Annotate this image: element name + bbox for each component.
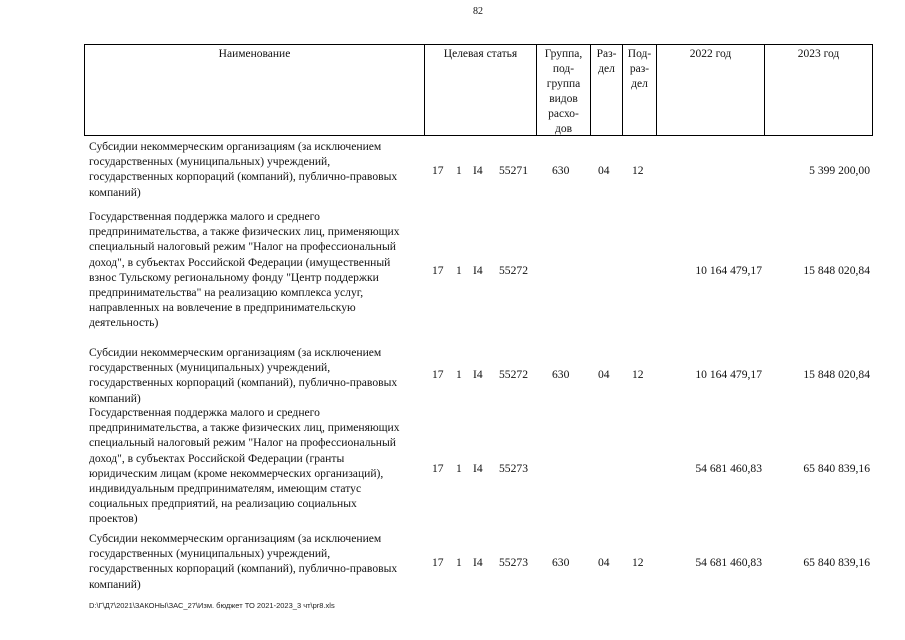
- row-code-4: 55272: [499, 264, 528, 277]
- row-2023: 15 848 020,84: [803, 264, 870, 277]
- row-2022: 54 681 460,83: [695, 462, 762, 475]
- row-section: 04: [598, 368, 610, 381]
- row-subsection: 12: [632, 556, 644, 569]
- row-code-4: 55271: [499, 164, 528, 177]
- header-target: Целевая статья: [425, 45, 537, 135]
- row-code-2: 1: [456, 264, 462, 277]
- header-2022: 2022 год: [657, 45, 765, 135]
- row-code-4: 55272: [499, 368, 528, 381]
- row-code-3: I4: [473, 462, 483, 475]
- row-code-3: I4: [473, 164, 483, 177]
- row-2022: 10 164 479,17: [695, 264, 762, 277]
- row-code-2: 1: [456, 368, 462, 381]
- row-subsection: 12: [632, 368, 644, 381]
- header-name: Наименование: [85, 45, 425, 135]
- row-code-1: 17: [432, 556, 444, 569]
- header-subsection: Под- раз- дел: [623, 45, 657, 135]
- header-2023: 2023 год: [765, 45, 873, 135]
- row-2023: 65 840 839,16: [803, 556, 870, 569]
- row-name: Субсидии некоммерческим организациям (за исключением государственных (муниципальных) учреждений, государственных корпораций (компаний), публично-правовых компаний): [89, 532, 398, 591]
- row-name: Государственная поддержка малого и среднего предпринимательства, а также физических лиц, применяющих специальный налоговый режим "Налог на профессиональный доход", в субъектах Российской Федерации (имущественный взнос Тульскому региональному фонду "Центр поддержки предпринимательства" на реализацию комплекса услуг, направленных на вовлечение в предпринимательскую деятельность): [89, 210, 400, 330]
- row-code-2: 1: [456, 556, 462, 569]
- row-section: 04: [598, 556, 610, 569]
- file-path-footer: D:\Г\Д7\2021\ЗАКОНЫ\ЗАС_27\Изм. бюджет ТО 2021-2023_3 чт\pr8.xls: [89, 601, 335, 610]
- row-code-3: I4: [473, 368, 483, 381]
- row-2023: 5 399 200,00: [809, 164, 870, 177]
- row-2023: 15 848 020,84: [803, 368, 870, 381]
- row-section: 04: [598, 164, 610, 177]
- row-2022: 54 681 460,83: [695, 556, 762, 569]
- row-group: 630: [552, 164, 570, 177]
- row-code-2: 1: [456, 462, 462, 475]
- row-name: Субсидии некоммерческим организациям (за исключением государственных (муниципальных) учреждений, государственных корпораций (компаний), публично-правовых компаний): [89, 140, 398, 199]
- row-group: 630: [552, 368, 570, 381]
- row-code-1: 17: [432, 462, 444, 475]
- header-section: Раз- дел: [591, 45, 623, 135]
- row-code-1: 17: [432, 164, 444, 177]
- row-subsection: 12: [632, 164, 644, 177]
- row-code-3: I4: [473, 264, 483, 277]
- row-name: Субсидии некоммерческим организациям (за исключением государственных (муниципальных) учреждений, государственных корпораций (компаний), публично-правовых компаний): [89, 346, 398, 405]
- row-2023: 65 840 839,16: [803, 462, 870, 475]
- row-code-3: I4: [473, 556, 483, 569]
- row-code-1: 17: [432, 264, 444, 277]
- page-number: 82: [473, 6, 483, 17]
- table-header: [84, 44, 873, 136]
- row-group: 630: [552, 556, 570, 569]
- row-name: Государственная поддержка малого и среднего предпринимательства, а также физических лиц, применяющих специальный налоговый режим "Налог на профессиональный доход", в субъектах Российской Федерации (гранты юридическим лицам (кроме некоммерческих организаций), индивидуальным предпринимателям, имеющим статус социальных предприятий, на реализацию социальных проектов): [89, 406, 400, 526]
- row-code-1: 17: [432, 368, 444, 381]
- row-2022: 10 164 479,17: [695, 368, 762, 381]
- header-group: Группа, под- группа видов расхо- дов: [537, 45, 591, 135]
- row-code-4: 55273: [499, 462, 528, 475]
- row-code-2: 1: [456, 164, 462, 177]
- row-code-4: 55273: [499, 556, 528, 569]
